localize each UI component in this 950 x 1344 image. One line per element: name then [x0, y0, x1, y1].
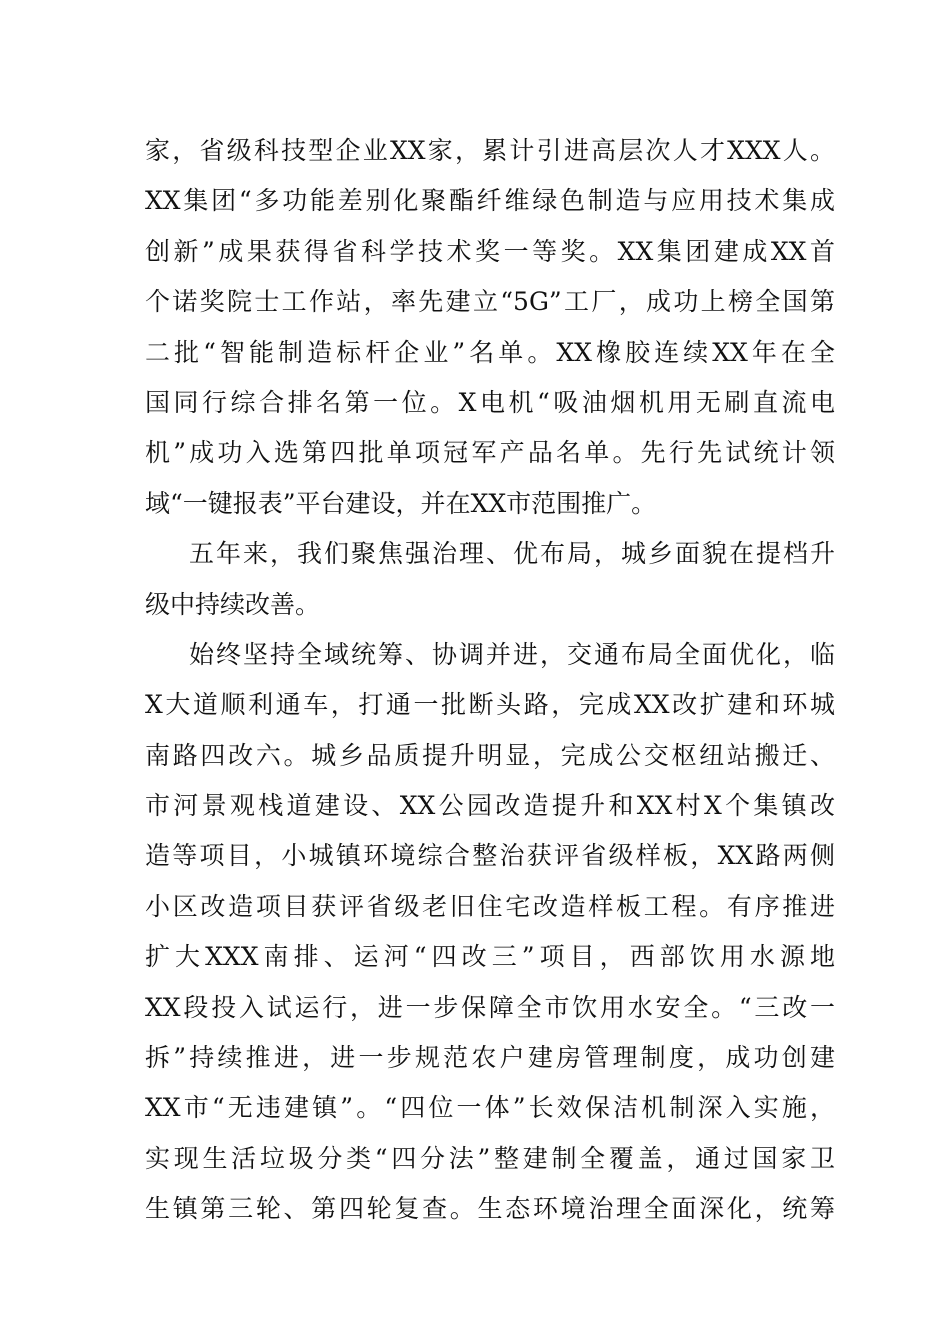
text-line: XX集团“多功能差别化聚酯纤维绿色制造与应用技术集成	[145, 186, 835, 216]
text-line: 机”成功入选第四批单项冠军产品名单。先行先试统计领	[145, 438, 835, 468]
text-line: 小区改造项目获评省级老旧住宅改造样板工程。有序推进	[145, 891, 835, 921]
text-line: 市河景观栈道建设、XX公园改造提升和XX村X个集镇改	[145, 791, 835, 821]
text-line: 域“一键报表”平台建设，并在XX市范围推广。	[145, 488, 657, 518]
paragraph-start-line: 五年来，我们聚焦强治理、优布局，城乡面貌在提档升	[189, 539, 835, 569]
text-line: 个诺奖院士工作站，率先建立“5G”工厂，成功上榜全国第	[145, 287, 835, 317]
text-line: 扩大XXX南排、运河“四改三”项目，西部饮用水源地	[145, 942, 835, 972]
text-line: 级中持续改善。	[145, 589, 321, 619]
text-line: 造等项目，小城镇环境综合整治获评省级样板，XX路两侧	[145, 841, 835, 871]
paragraph-start-line: 始终坚持全域统筹、协调并进，交通布局全面优化，临	[189, 639, 835, 669]
text-line: XX市“无违建镇”。“四位一体”长效保洁机制深入实施，	[145, 1093, 835, 1123]
text-line: XX段投入试运行，进一步保障全市饮用水安全。“三改一	[145, 992, 835, 1022]
text-line: 生镇第三轮、第四轮复查。生态环境治理全面深化，统筹	[145, 1194, 835, 1224]
text-line: 实现生活垃圾分类“四分法”整建制全覆盖，通过国家卫	[145, 1143, 835, 1173]
text-line: X大道顺利通车，打通一批断头路，完成XX改扩建和环城	[145, 690, 835, 720]
body-text	[145, 126, 835, 1235]
text-line: 创新”成果获得省科学技术奖一等奖。XX集团建成XX首	[145, 236, 835, 266]
text-line: 拆”持续推进，进一步规范农户建房管理制度，成功创建	[145, 1043, 835, 1073]
text-line: 二批“智能制造标杆企业”名单。XX橡胶连续XX年在全	[145, 337, 835, 367]
text-line: 家，省级科技型企业XX家，累计引进高层次人才XXX人。	[145, 136, 835, 165]
text-line: 国同行综合排名第一位。X电机“吸油烟机用无刷直流电	[145, 387, 835, 417]
text-line: 南路四改六。城乡品质提升明显，完成公交枢纽站搬迁、	[145, 740, 835, 770]
